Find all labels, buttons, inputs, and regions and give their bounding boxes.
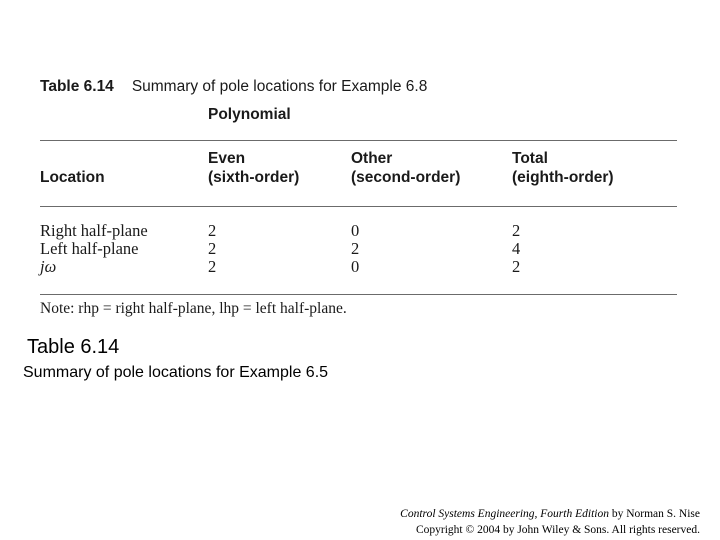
cell-location: Right half-plane [40, 221, 148, 240]
table-rule-header [40, 206, 677, 207]
credit-copyright: Copyright © 2004 by John Wiley & Sons. All rights reserved. [415, 524, 700, 536]
cell-total: 4 [512, 239, 521, 258]
cell-other: 0 [351, 221, 360, 240]
cell-other: 0 [351, 257, 360, 276]
cell-total: 2 [512, 221, 521, 240]
column-header-other-line2: (second-order) [351, 169, 461, 186]
copyright-credit [400, 506, 700, 538]
table-number: Table 6.14 [40, 78, 114, 95]
table-rule-top [40, 140, 677, 141]
cell-other: 2 [351, 239, 360, 258]
cell-location: Left half-plane [40, 239, 139, 258]
cell-even: 2 [208, 239, 217, 258]
credit-book-line [400, 506, 700, 522]
table-row [40, 221, 680, 240]
column-header-total-line1: Total [512, 150, 548, 167]
cell-even: 2 [208, 221, 217, 240]
column-header-other-line1: Other [351, 150, 393, 167]
table-note: Note: rhp = right half-plane, lhp = left half-plane. [40, 300, 347, 317]
column-header-total-line2: (eighth-order) [512, 169, 614, 186]
table-caption-text: Summary of pole locations for Example 6.8 [131, 78, 428, 95]
column-header-even-line2: (sixth-order) [208, 169, 300, 186]
cell-even: 2 [208, 257, 217, 276]
book-title: Control Systems Engineering, Fourth Edition [400, 508, 609, 520]
slide-title: Table 6.14 [27, 336, 120, 358]
table-row [40, 257, 680, 276]
column-header-even-line1: Even [208, 150, 246, 167]
column-header-location-label: Location [40, 169, 105, 186]
table-rule-bottom [40, 294, 677, 295]
slide-subtitle: Summary of pole locations for Example 6.5 [23, 364, 329, 381]
column-header-even [208, 149, 299, 187]
table-row [40, 239, 680, 258]
cell-location: jω [40, 257, 57, 276]
column-header-location [40, 168, 105, 187]
column-header-total [512, 149, 614, 187]
cell-total: 2 [512, 257, 521, 276]
table-caption [40, 78, 427, 96]
column-group-header: Polynomial [208, 106, 291, 123]
column-header-other [351, 149, 460, 187]
book-author: by Norman S. Nise [608, 508, 700, 520]
